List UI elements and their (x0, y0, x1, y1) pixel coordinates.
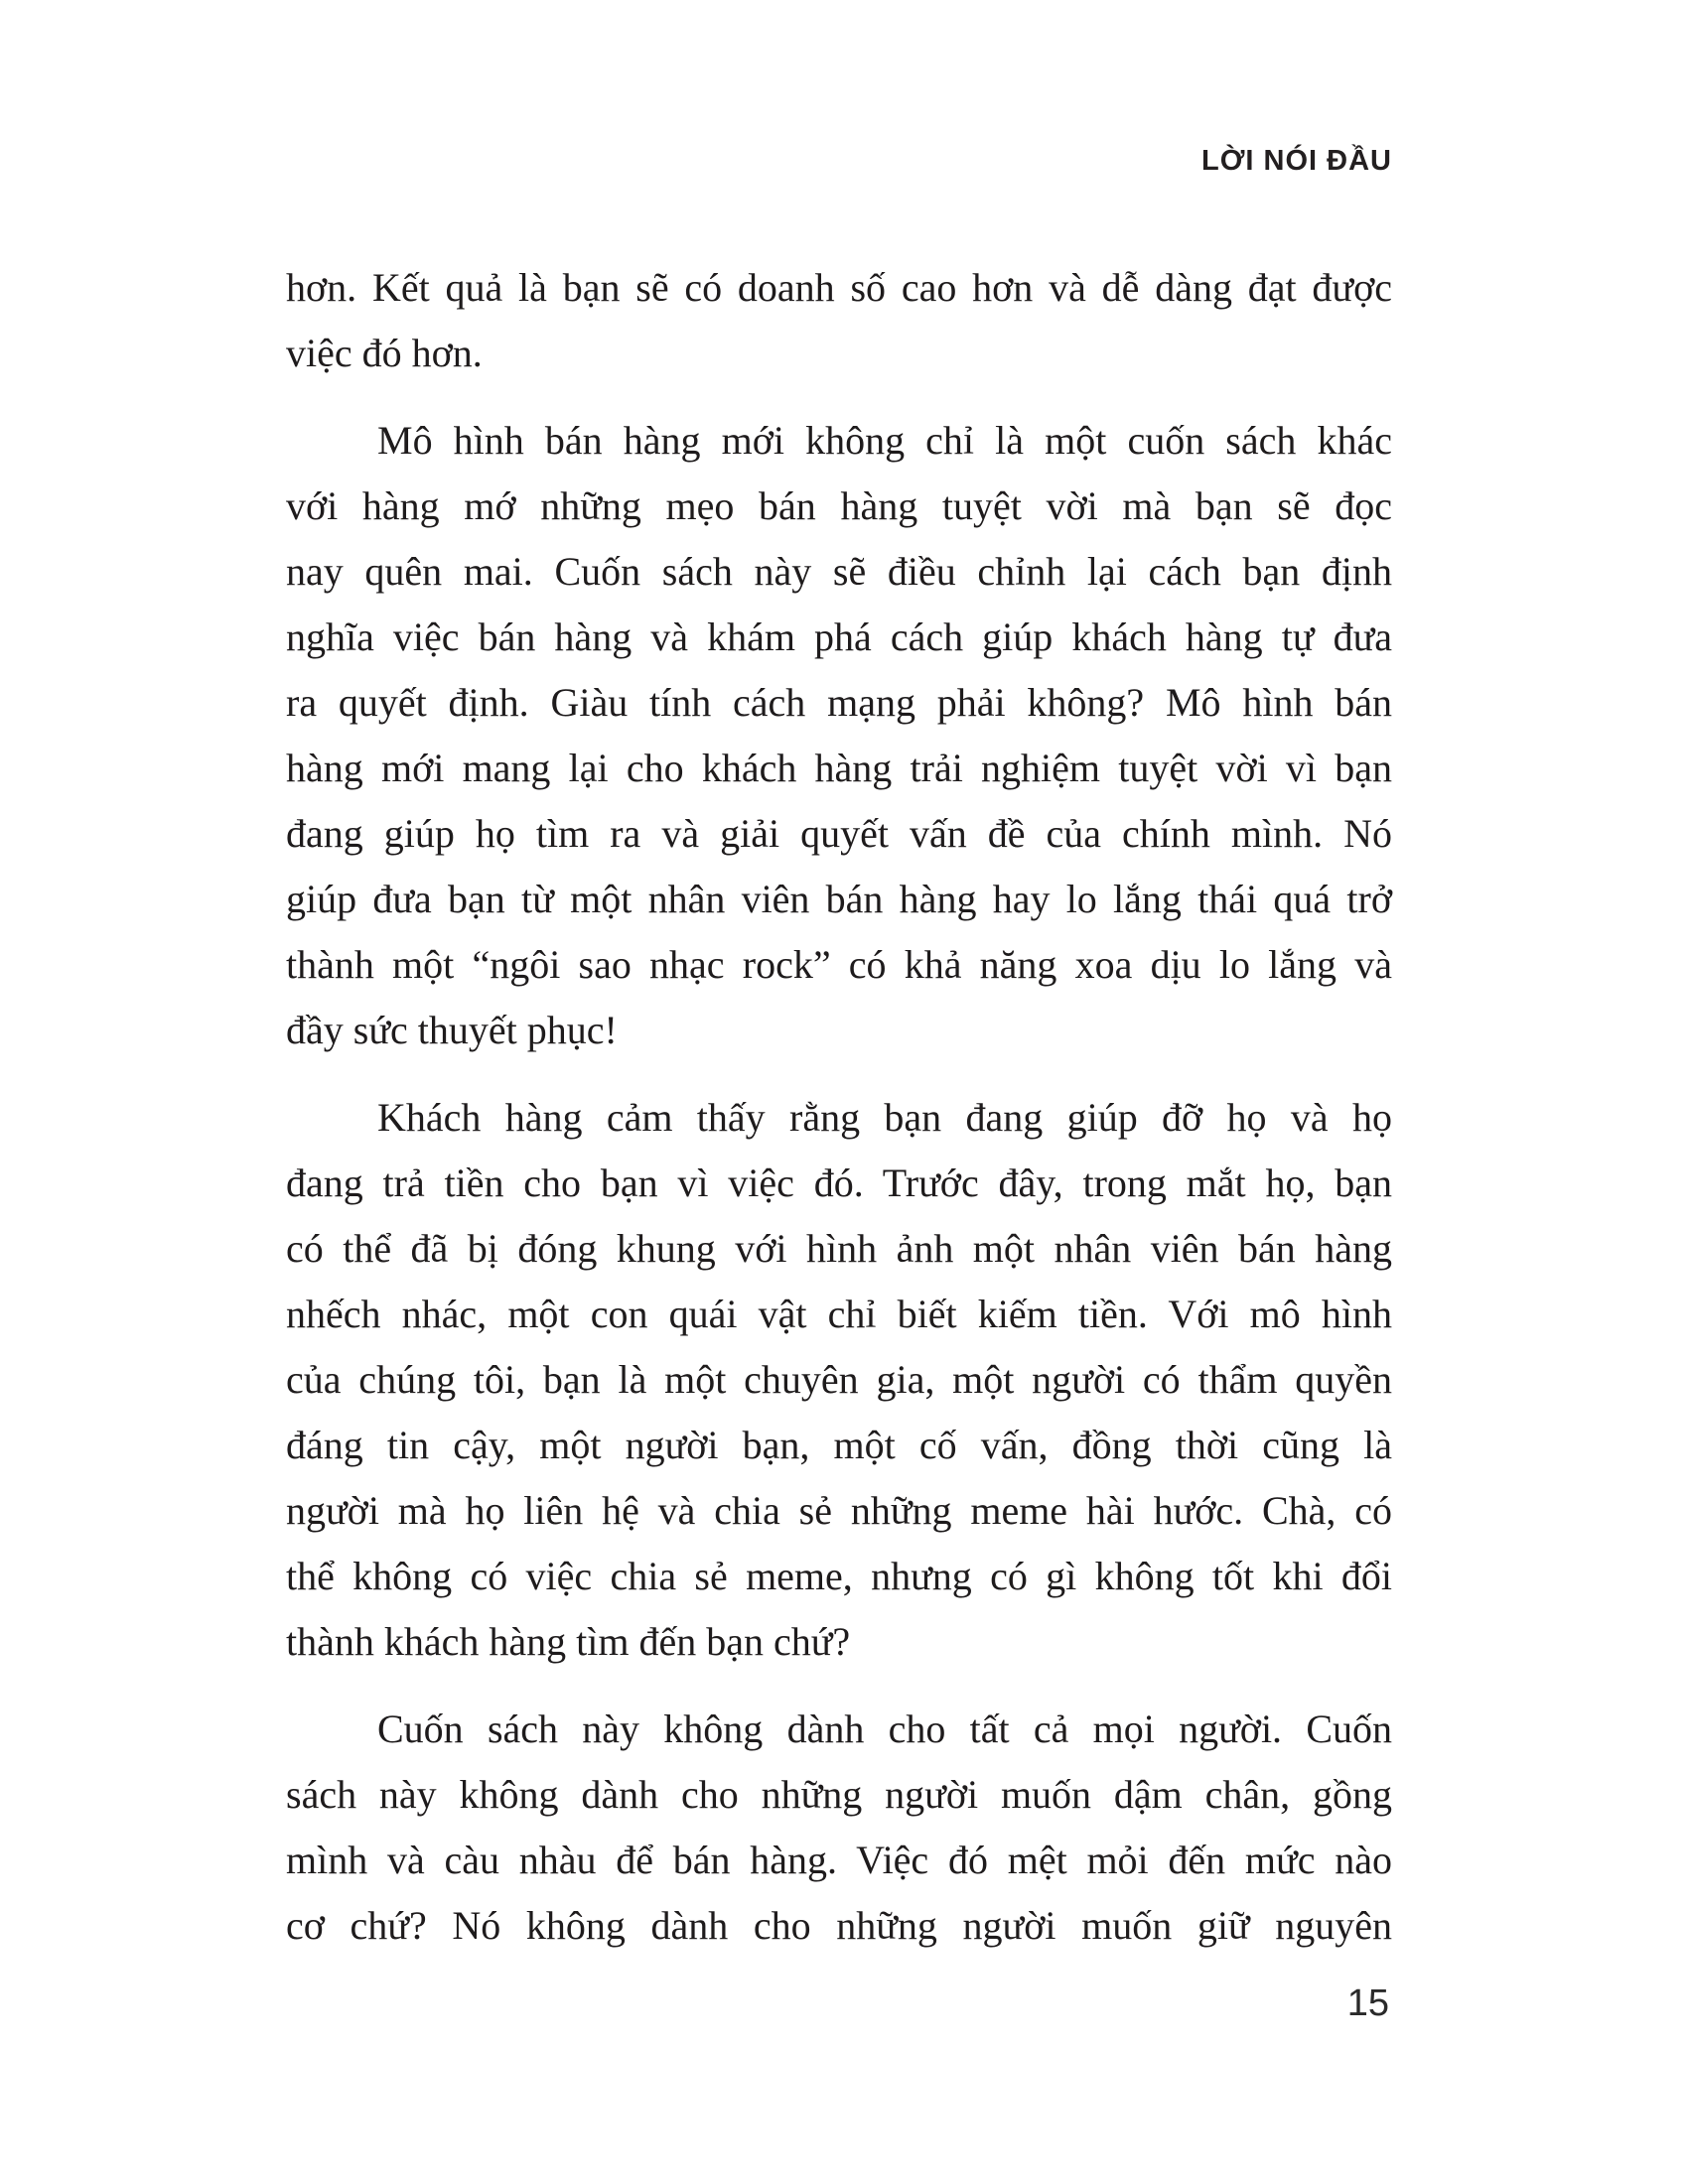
text-line: sách này không dành cho những người muốn dậm chân, gồng (286, 1772, 1392, 1817)
text-line: người mà họ liên hệ và chia sẻ những meme hài hước. Chà, có (286, 1488, 1392, 1533)
text-line: có thể đã bị đóng khung với hình ảnh một nhân viên bán hàng (286, 1226, 1392, 1271)
text-line: Khách hàng cảm thấy rằng bạn đang giúp đỡ họ và họ (377, 1095, 1392, 1140)
text-line: Mô hình bán hàng mới không chỉ là một cuốn sách khác (377, 418, 1392, 463)
text-line: thể không có việc chia sẻ meme, nhưng có gì không tốt khi đổi (286, 1554, 1392, 1598)
page-number: 15 (1346, 1982, 1389, 2024)
paragraph (286, 255, 1392, 386)
paragraph (286, 408, 1392, 1063)
text-line: giúp đưa bạn từ một nhân viên bán hàng hay lo lắng thái quá trở (286, 877, 1392, 921)
text-line: hàng mới mang lại cho khách hàng trải nghiệm tuyệt vời vì bạn (286, 746, 1392, 790)
paragraph (286, 1085, 1392, 1675)
text-line: của chúng tôi, bạn là một chuyên gia, một người có thẩm quyền (286, 1357, 1392, 1402)
text-line: đang giúp họ tìm ra và giải quyết vấn đề của chính mình. Nó (286, 811, 1392, 856)
text-line: đáng tin cậy, một người bạn, một cố vấn, đồng thời cũng là (286, 1423, 1392, 1467)
text-line: nghĩa việc bán hàng và khám phá cách giúp khách hàng tự đưa (286, 614, 1392, 659)
text-line: đang trả tiền cho bạn vì việc đó. Trước đây, trong mắt họ, bạn (286, 1160, 1392, 1205)
text-line: mình và càu nhàu để bán hàng. Việc đó mệt mỏi đến mức nào (286, 1838, 1392, 1882)
page-header: LỜI NÓI ĐẦU (1200, 145, 1392, 177)
paragraph (286, 1697, 1392, 1959)
text-line: thành khách hàng tìm đến bạn chứ? (286, 1619, 851, 1664)
text-line: hơn. Kết quả là bạn sẽ có doanh số cao hơn và dễ dàng đạt được (286, 265, 1392, 310)
text-line: việc đó hơn. (286, 331, 483, 375)
text-line: nhếch nhác, một con quái vật chỉ biết kiếm tiền. Với mô hình (286, 1292, 1392, 1336)
text-line: Cuốn sách này không dành cho tất cả mọi người. Cuốn (377, 1706, 1392, 1751)
text-line: cơ chứ? Nó không dành cho những người muốn giữ nguyên (286, 1903, 1392, 1948)
text-line: thành một “ngôi sao nhạc rock” có khả năng xoa dịu lo lắng và (286, 942, 1392, 987)
text-line: nay quên mai. Cuốn sách này sẽ điều chỉnh lại cách bạn định (286, 549, 1392, 594)
text-line: với hàng mớ những mẹo bán hàng tuyệt vời mà bạn sẽ đọc (286, 483, 1392, 528)
text-line: đầy sức thuyết phục! (286, 1008, 618, 1052)
text-line: ra quyết định. Giàu tính cách mạng phải không? Mô hình bán (286, 680, 1392, 725)
text-block (286, 255, 1392, 1959)
